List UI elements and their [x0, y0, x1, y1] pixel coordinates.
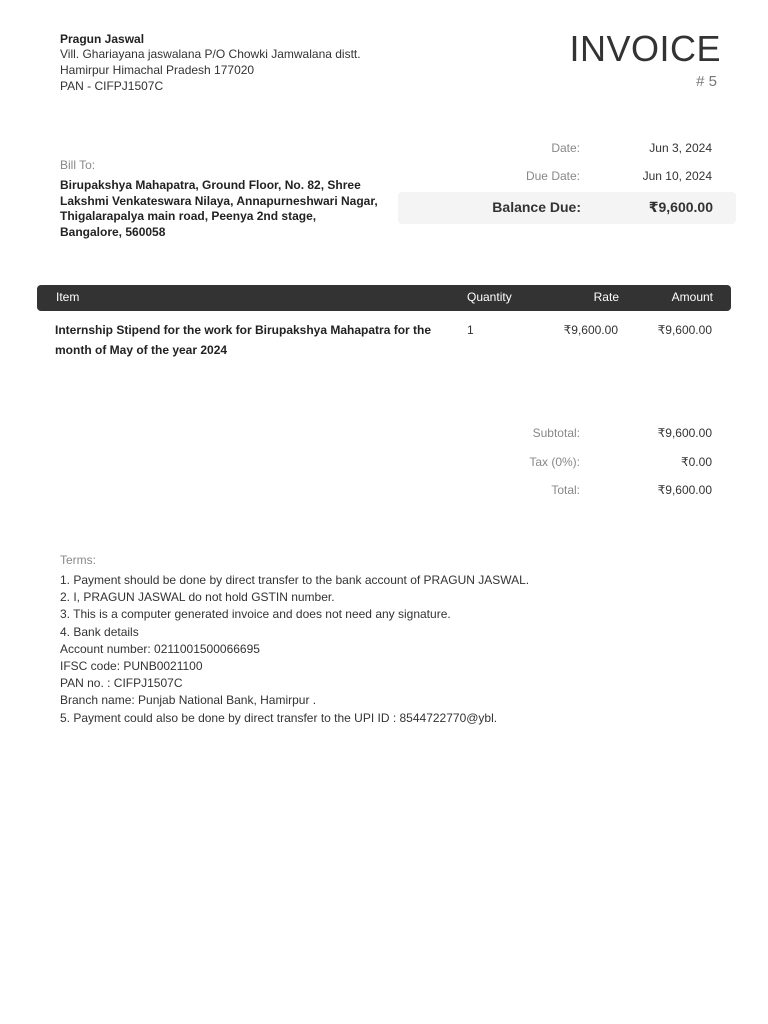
column-header-rate: Rate [593, 290, 619, 304]
date-value: Jun 3, 2024 [649, 141, 712, 155]
terms-line: 1. Payment should be done by direct transfer to the bank account of PRAGUN JASWAL. [60, 573, 530, 587]
balance-due-label: Balance Due: [492, 199, 581, 215]
tax-value: ₹0.00 [681, 455, 712, 469]
terms-label: Terms: [60, 553, 96, 567]
terms-list [60, 572, 529, 727]
terms-line: 2. I, PRAGUN JASWAL do not hold GSTIN number. [60, 590, 335, 605]
terms-line: Account number: 0211001500066695 [60, 641, 260, 656]
terms-line: IFSC code: PUNB0021100 [60, 659, 203, 674]
total-label: Total: [551, 483, 580, 497]
due-date-label: Due Date: [525, 169, 580, 183]
total-value: ₹9,600.00 [657, 483, 712, 497]
terms-line: 4. Bank details [60, 624, 139, 639]
terms-line: PAN no. : CIFPJ1507C [60, 676, 183, 691]
column-header-quantity: Quantity [467, 290, 512, 304]
row-item-quantity: 1 [467, 323, 474, 337]
terms-line: 5. Payment could also be done by direct transfer to the UPI ID : 8544722770@ybl. [60, 710, 498, 725]
column-header-item: Item [56, 290, 80, 304]
sender-address-line-2: Hamirpur Himachal Pradesh 177020 [60, 63, 255, 77]
bill-to-label: Bill To: [60, 158, 96, 172]
row-item-rate: ₹9,600.00 [563, 323, 618, 337]
sender-name: Pragun Jaswal [60, 32, 145, 46]
terms-line: Branch name: Punjab National Bank, Hamirpur . [60, 693, 317, 708]
due-date-value: Jun 10, 2024 [642, 169, 712, 183]
column-header-amount: Amount [671, 290, 713, 304]
balance-due-value: ₹9,600.00 [648, 199, 713, 215]
tax-label: Tax (0%): [529, 455, 580, 469]
bill-to-address: Birupakshya Mahapatra, Ground Floor, No. 82, Shree Lakshmi Venkateswara Nilaya, Annapurneshwari Nagar, Thigalarapalya main road, Peenya 2nd stage, Bangalore, 560058 [60, 178, 378, 240]
invoice-title: INVOICE [569, 28, 721, 69]
date-label: Date: [551, 141, 580, 155]
sender-address-line-1: Vill. Ghariayana jaswalana P/O Chowki Jamwalana distt. [60, 47, 361, 61]
row-item-amount: ₹9,600.00 [657, 323, 712, 337]
invoice-number: # 5 [696, 73, 717, 90]
row-item-description: Internship Stipend for the work for Birupakshya Mahapatra for the month of May of the year 2024 [55, 323, 432, 357]
terms-line: 3. This is a computer generated invoice and does not need any signature. [60, 607, 451, 622]
sender-pan: PAN - CIFPJ1507C [60, 79, 164, 93]
items-table-header [37, 285, 731, 311]
subtotal-label: Subtotal: [532, 426, 580, 440]
subtotal-value: ₹9,600.00 [657, 426, 712, 440]
